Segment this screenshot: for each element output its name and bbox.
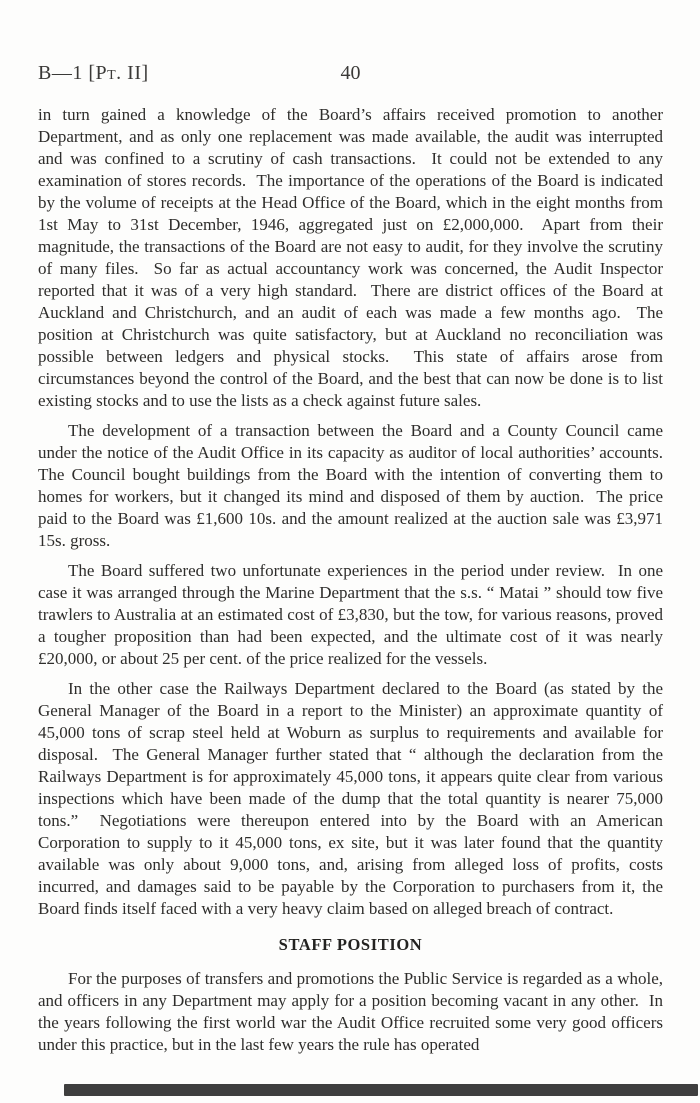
section-heading: STAFF POSITION: [278, 935, 423, 954]
page-number: 40: [340, 62, 361, 84]
scan-artifact-bar: [64, 1084, 698, 1096]
body-paragraph-2: The development of a transaction between the Board and a County Council came under the notice of the Audit Office in its capacity as auditor of local authorities’ accounts. The Council bought buildings from the Board with the intention of converting them to homes for workers, but it changed its mind and disposed of them by auction. The price paid to the Board was £1,600 10s. and the amount realized at the auction sale was £3,971 15s. gross.: [38, 421, 668, 550]
body-paragraph-4: In the other case the Railways Department declared to the Board (as stated by the General Manager of the Board in a report to the Minister) an approximate quantity of 45,000 tons of scrap steel held at Woburn as surplus to requirements and available for disposal. The General Manager further stated that “ although the declaration from the Railways Department is for approximately 45,000 tons, it appears quite clear from various inspections which have been made of the dump that the total quantity is nearer 75,000 tons.” Negotiations were thereupon entered into by the Board with an American Corporation to supply to it 45,000 tons, ex site, but it was later found that the quantity available was only about 9,000 tons, and, arising from alleged loss of profits, costs incurred, and damages said to be payable by the Corporation to purchasers from it, the Board finds itself faced with a very heavy claim based on alleged breach of contract.: [38, 679, 668, 918]
body-paragraph-5: For the purposes of transfers and promotions the Public Service is regarded as a whole, and officers in any Department may apply for a position becoming vacant in any other. In the years following the first world war the Audit Office recruited some very good officers under this practice, but in the last few years the rule has operated: [38, 969, 668, 1054]
body-paragraph-1: in turn gained a knowledge of the Board’s affairs received promotion to another Department, and as only one replacement was made available, the audit was interrupted and was confined to a scrutiny of cash transactions. It could not be extended to any examination of stores records. The importance of the operations of the Board is indicated by the volume of receipts at the Head Office of the Board, which in the eight months from 1st May to 31st December, 1946, aggregated just on £2,000,000. Apart from their magnitude, the transactions of the Board are not easy to audit, for they involve the scrutiny of many files. So far as actual accountancy work was concerned, the Audit Inspector reported that it was of a very high standard. There are district offices of the Board at Auckland and Christchurch, and an audit of each was made a few months ago. The position at Christchurch was quite satisfactory, but at Auckland no reconciliation was possible between ledgers and physical stocks. This state of affairs arose from circumstances beyond the control of the Board, and the best that can now be done is to list existing stocks and to use the lists as a check against future sales.: [38, 105, 668, 410]
page-header: [38, 62, 663, 88]
document-body: [38, 104, 668, 1064]
report-code: B—1 [Pt. II]: [38, 62, 149, 84]
body-paragraph-3: The Board suffered two unfortunate experiences in the period under review. In one case it was arranged through the Marine Department that the s.s. “ Matai ” should tow five trawlers to Australia at an estimated cost of £3,830, but the tow, for various reasons, proved a tougher proposition than had been expected, and the ultimate cost of it was nearly £20,000, or about 25 per cent. of the price realized for the vessels.: [38, 561, 668, 668]
